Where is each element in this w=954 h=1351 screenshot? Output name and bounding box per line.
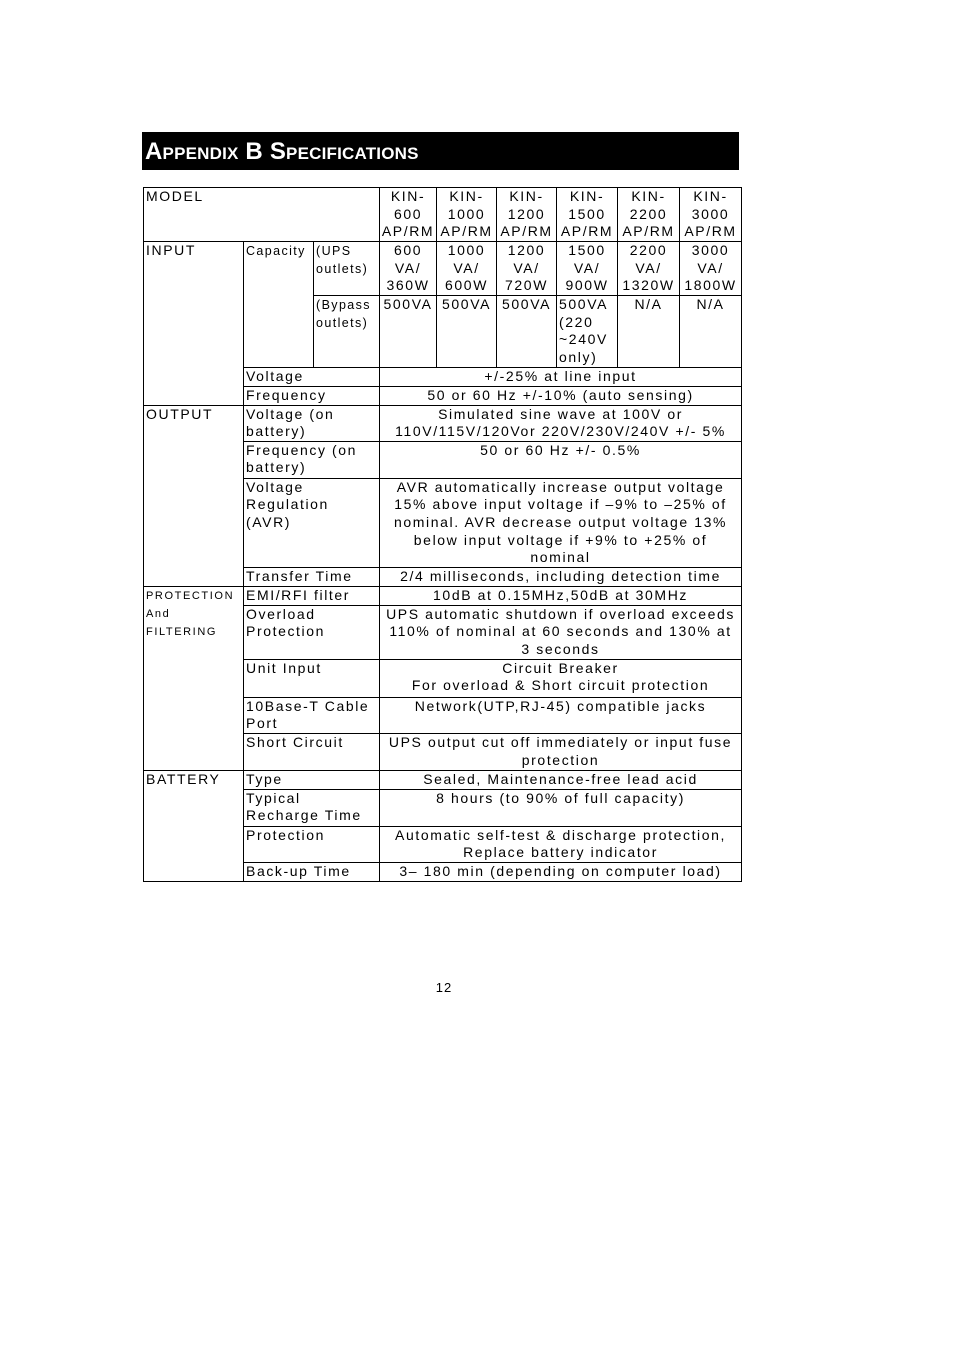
table-cell: 1500 VA/ 900W <box>557 242 618 296</box>
protection-label-line: And <box>146 607 171 620</box>
row-label: Typical Recharge Time <box>244 789 380 826</box>
section-label-input: INPUT <box>144 242 244 406</box>
row-label: Overload Protection <box>244 605 380 659</box>
table-cell: 500VA <box>437 296 497 368</box>
row-label: 10Base-T Cable Port <box>244 697 380 733</box>
table-cell <box>380 659 742 697</box>
table-row <box>144 586 742 605</box>
model-header: KIN-2200 AP/RM <box>618 188 680 242</box>
table-row <box>144 770 742 789</box>
section-label-output: OUTPUT <box>144 405 244 586</box>
table-cell: 500VA <box>497 296 557 368</box>
table-cell: 1000 VA/ 600W <box>437 242 497 296</box>
specifications-table <box>143 187 742 882</box>
table-row <box>144 188 742 242</box>
row-label: Unit Input <box>244 659 380 697</box>
table-cell: AVR automatically increase output voltage 15% above input voltage if –9% to –25% of nominal. AVR decrease output voltage 13% below input voltage if +9% to +25% of nominal <box>380 478 742 567</box>
section-label-protection <box>144 586 244 770</box>
capacity-label: Capacity <box>244 242 314 368</box>
ups-outlets-label: (UPS outlets) <box>314 242 380 296</box>
table-cell: Network(UTP,RJ-45) compatible jacks <box>380 697 742 733</box>
table-row <box>144 405 742 441</box>
model-label: MODEL <box>144 188 380 242</box>
table-cell: N/A <box>618 296 680 368</box>
table-cell: 50 or 60 Hz +/-10% (auto sensing) <box>380 386 742 405</box>
table-cell: Sealed, Maintenance-free lead acid <box>380 770 742 789</box>
row-label: Transfer Time <box>244 567 380 586</box>
row-label: Back-up Time <box>244 862 380 881</box>
unit-input-line: For overload & Short circuit protection <box>411 677 710 694</box>
section-label-battery: BATTERY <box>144 770 244 881</box>
row-label: Protection <box>244 826 380 862</box>
table-cell: 2/4 milliseconds, including detection time <box>380 567 742 586</box>
row-label: Voltage <box>244 368 380 387</box>
model-header: KIN-600 AP/RM <box>380 188 437 242</box>
row-label: Short Circuit <box>244 733 380 770</box>
model-header: KIN-1200 AP/RM <box>497 188 557 242</box>
row-label: Frequency <box>244 386 380 405</box>
table-cell: N/A <box>680 296 742 368</box>
table-cell: +/-25% at line input <box>380 368 742 387</box>
table-row <box>144 242 742 296</box>
unit-input-line: Circuit Breaker <box>502 659 619 676</box>
page-number: 12 <box>435 980 453 995</box>
row-label: Type <box>244 770 380 789</box>
table-cell: 2200 VA/ 1320W <box>618 242 680 296</box>
row-label: EMI/RFI filter <box>244 586 380 605</box>
page-title: Appendix B Specifications <box>142 132 739 170</box>
row-label: Frequency (on battery) <box>244 441 380 478</box>
table-cell: UPS output cut off immediately or input fuse protection <box>380 733 742 770</box>
model-header: KIN-1000 AP/RM <box>437 188 497 242</box>
table-cell: Simulated sine wave at 100V or 110V/115V/120Vor 220V/230V/240V +/- 5% <box>380 405 742 441</box>
model-header: KIN-3000 AP/RM <box>680 188 742 242</box>
table-cell: 1200 VA/ 720W <box>497 242 557 296</box>
row-label: Voltage (on battery) <box>244 405 380 441</box>
bypass-outlets-label: (Bypass outlets) <box>314 296 380 368</box>
protection-label-line: PROTECTION <box>146 589 235 602</box>
table-cell: 50 or 60 Hz +/- 0.5% <box>380 441 742 478</box>
table-cell: 3– 180 min (depending on computer load) <box>380 862 742 881</box>
row-label: Voltage Regulation (AVR) <box>244 478 380 567</box>
model-header: KIN-1500 AP/RM <box>557 188 618 242</box>
table-cell: 500VA (220 ~240V only) <box>557 296 618 368</box>
table-cell: UPS automatic shutdown if overload exceeds 110% of nominal at 60 seconds and 130% at 3 seconds <box>380 605 742 659</box>
table-cell: 600 VA/ 360W <box>380 242 437 296</box>
table-cell: 8 hours (to 90% of full capacity) <box>380 789 742 826</box>
table-cell: Automatic self-test & discharge protection, Replace battery indicator <box>380 826 742 862</box>
table-cell: 3000 VA/ 1800W <box>680 242 742 296</box>
table-cell: 500VA <box>380 296 437 368</box>
protection-label-line: FILTERING <box>146 625 218 638</box>
table-cell: 10dB at 0.15MHz,50dB at 30MHz <box>380 586 742 605</box>
